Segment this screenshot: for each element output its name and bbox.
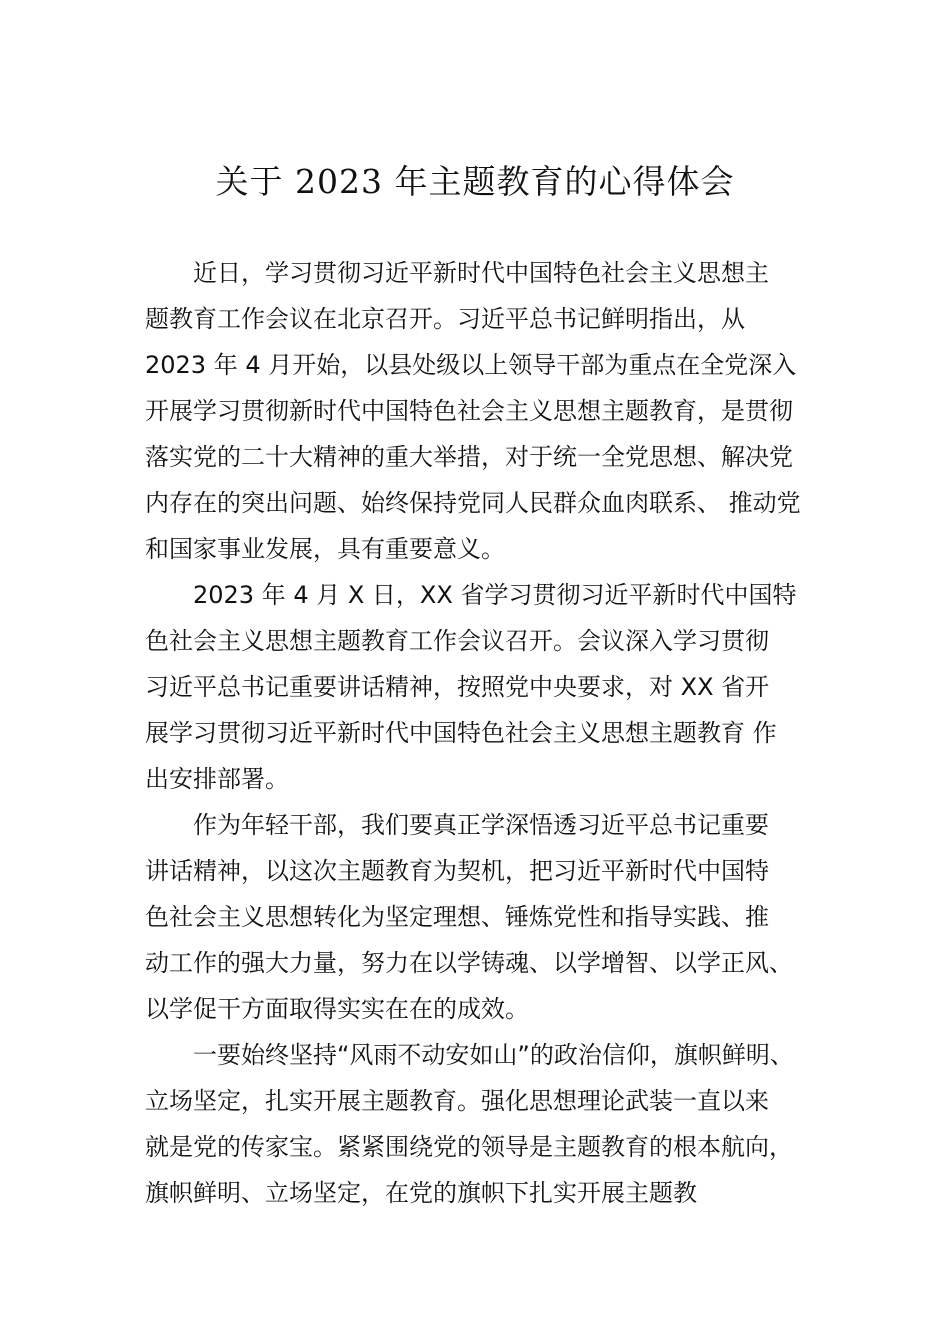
document-title: 关于 2023 年主题教育的心得体会 xyxy=(215,162,735,201)
text-line: 习近平总书记重要讲话精神，按照党中央要求，对 XX 省开 xyxy=(145,673,770,701)
text-line: 立场坚定，扎实开展主题教育。强化思想理论武装一直以来 xyxy=(145,1087,769,1115)
text-line: 2023 年 4 月开始，以县处级以上领导干部为重点在全党深入 xyxy=(145,351,797,379)
text-line: 旗帜鲜明、立场坚定，在党的旗帜下扎实开展主题教 xyxy=(145,1179,697,1207)
text-line: 展学习贯彻习近平新时代中国特色社会主义思想主题教育 作 xyxy=(145,719,777,747)
document-body xyxy=(145,250,830,1216)
text-line: 内存在的突出问题、始终保持党同人民群众血肉联系、 推动党 xyxy=(145,489,801,517)
text-line: 题教育工作会议在北京召开。习近平总书记鲜明指出，从 xyxy=(145,305,745,333)
paragraph-1 xyxy=(145,250,830,572)
text-line: 讲话精神，以这次主题教育为契机，把习近平新时代中国特 xyxy=(145,857,769,885)
text-line: 和国家事业发展，具有重要意义。 xyxy=(145,535,505,563)
text-line: 作为年轻干部，我们要真正学深悟透习近平总书记重要 xyxy=(193,811,769,839)
text-line: 2023 年 4 月 X 日，XX 省学习贯彻习近平新时代中国特 xyxy=(193,581,797,609)
text-line: 色社会主义思想转化为坚定理想、锤炼党性和指导实践、推 xyxy=(145,903,769,931)
text-line: 开展学习贯彻新时代中国特色社会主义思想主题教育，是贯彻 xyxy=(145,397,793,425)
text-line: 近日，学习贯彻习近平新时代中国特色社会主义思想主 xyxy=(193,259,769,287)
text-line: 以学促干方面取得实实在在的成效。 xyxy=(145,995,529,1023)
text-line: 色社会主义思想主题教育工作会议召开。会议深入学习贯彻 xyxy=(145,627,769,655)
paragraph-3 xyxy=(145,802,830,1032)
text-line: 落实党的二十大精神的重大举措，对于统一全党思想、解决党 xyxy=(145,443,793,471)
paragraph-4 xyxy=(145,1032,830,1216)
text-line: 出安排部署。 xyxy=(145,765,289,793)
text-line: 就是党的传家宝。紧紧围绕党的领导是主题教育的根本航向， xyxy=(145,1133,793,1161)
text-line: 动工作的强大力量，努力在以学铸魂、以学增智、以学正风、 xyxy=(145,949,793,977)
text-line: 一要始终坚持“风雨不动安如山”的政治信仰，旗帜鲜明、 xyxy=(193,1041,794,1069)
paragraph-2 xyxy=(145,572,830,802)
